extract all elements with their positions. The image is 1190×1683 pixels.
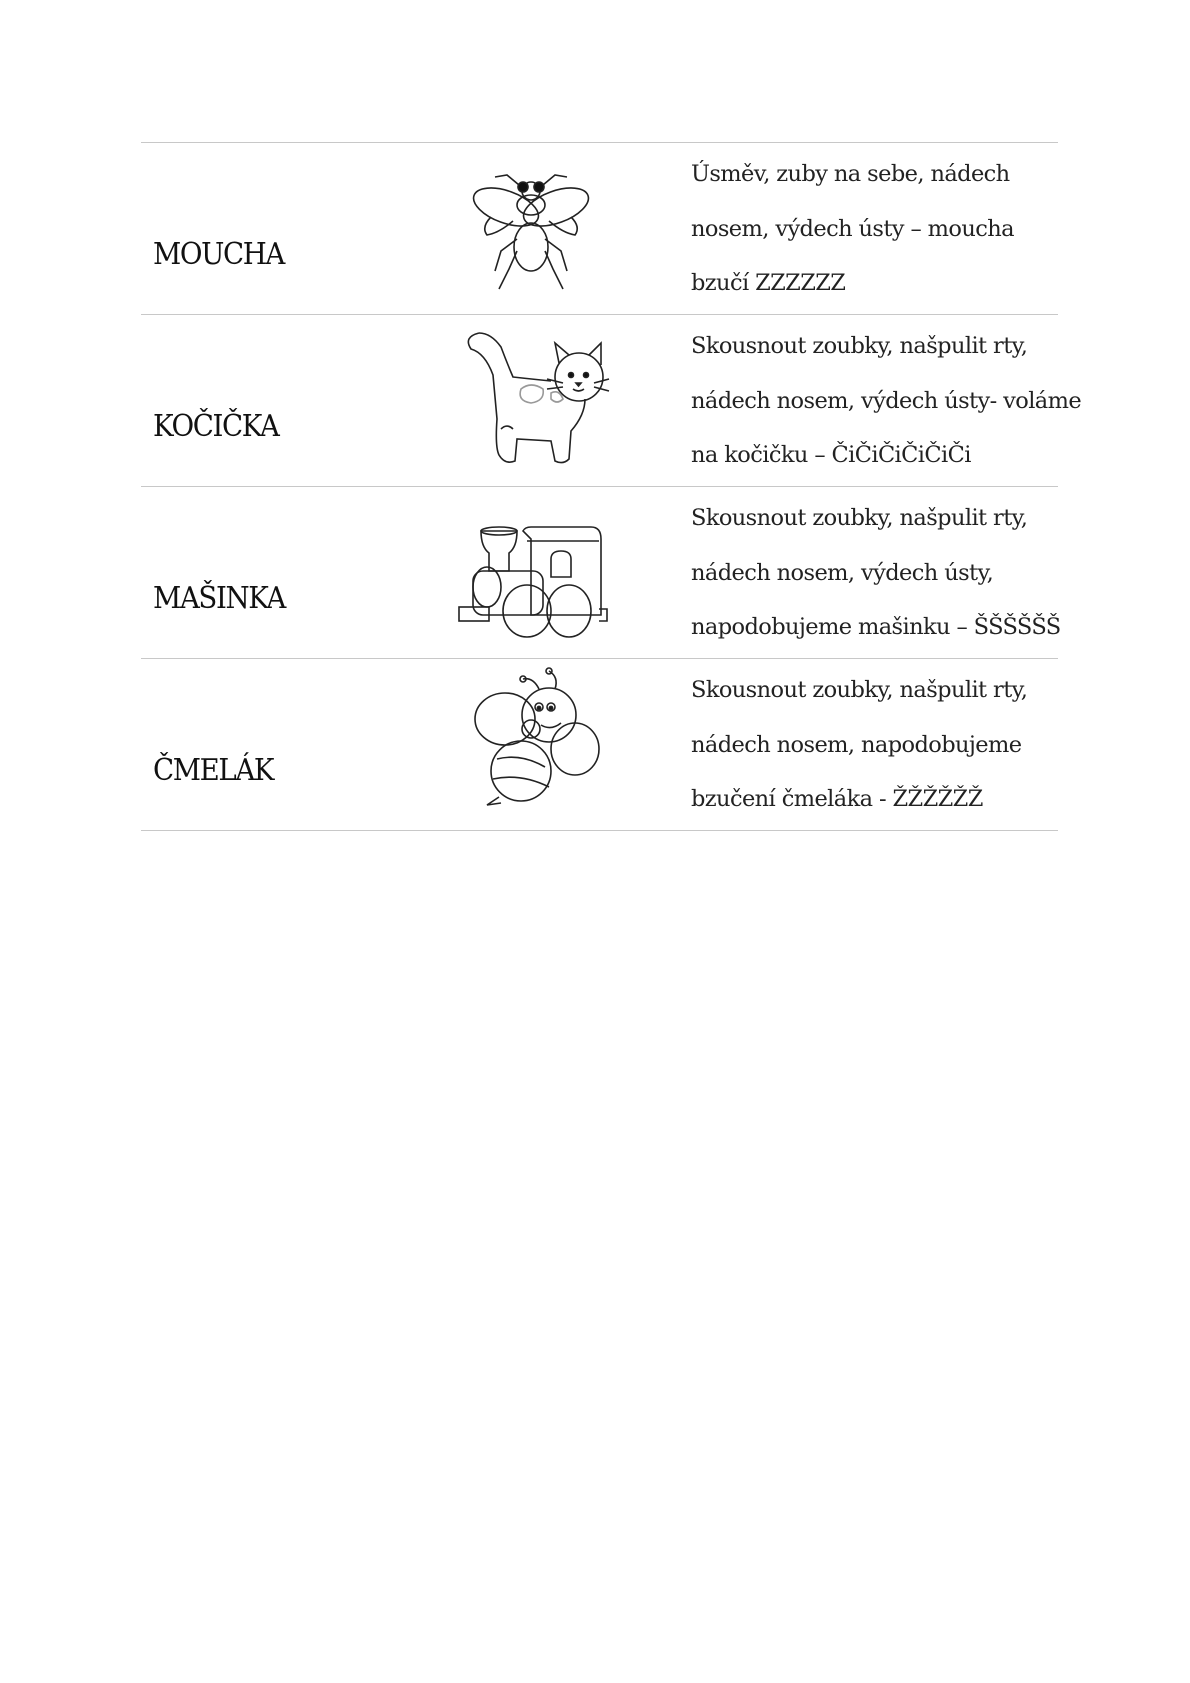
row-word: MOUCHA	[153, 237, 284, 272]
description-line: nádech nosem, výdech ústy,	[691, 559, 994, 586]
description-line: Úsměv, zuby na sebe, nádech	[691, 161, 1010, 187]
row-description	[691, 491, 1059, 655]
exercise-table	[141, 142, 1082, 831]
description-line: napodobujeme mašinku – ŠŠŠŠŠŠ	[691, 614, 1061, 640]
train-icon	[451, 491, 611, 653]
row-description	[691, 147, 1059, 311]
row-description	[691, 663, 1059, 827]
row-word: KOČIČKA	[153, 409, 279, 444]
description-line: bzučí ZZZZZZ	[691, 270, 846, 296]
table-row-cmelak	[141, 659, 1058, 831]
description-line: nosem, výdech ústy – moucha	[691, 215, 1014, 242]
table-row-kocicka	[141, 315, 1082, 487]
description-line: Skousnout zoubky, našpulit rty,	[691, 505, 1028, 531]
row-word: MAŠINKA	[153, 581, 285, 616]
description-line: nádech nosem, výdech ústy- voláme	[691, 387, 1082, 414]
cat-icon	[451, 319, 611, 481]
row-word: ČMELÁK	[153, 753, 274, 788]
description-line: bzučení čmeláka - ŽŽŽŽŽŽ	[691, 786, 983, 812]
description-line: Skousnout zoubky, našpulit rty,	[691, 677, 1028, 703]
table-row-masinka	[141, 487, 1061, 659]
bumblebee-icon	[451, 663, 611, 825]
description-line: na kočičku – ČiČiČiČiČiČi	[691, 442, 971, 468]
fly-icon	[451, 147, 611, 309]
description-line: Skousnout zoubky, našpulit rty,	[691, 333, 1028, 359]
table-row-moucha	[141, 143, 1058, 315]
description-line: nádech nosem, napodobujeme	[691, 731, 1022, 758]
row-description	[691, 319, 1082, 483]
